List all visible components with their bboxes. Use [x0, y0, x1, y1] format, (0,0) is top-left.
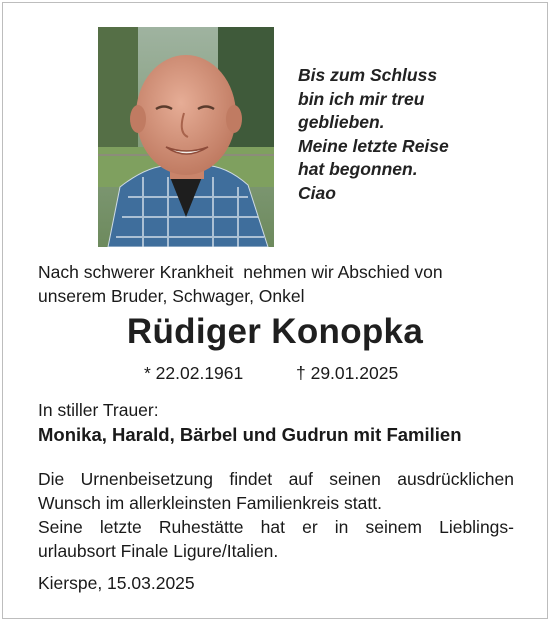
- mourners: Monika, Harald, Bärbel und Gudrun mit Familien: [38, 424, 462, 445]
- intro-line: unserem Bruder, Schwager, Onkel: [38, 286, 305, 306]
- burial-notice: [38, 467, 514, 563]
- notice-line: Wunsch im allerkleinsten Familienkreis statt.: [38, 493, 382, 513]
- poem-line: hat begonnen.: [298, 159, 418, 179]
- mourning-label: In stiller Trauer:: [38, 400, 159, 420]
- place-date: Kierspe, 15.03.2025: [38, 573, 195, 593]
- intro-text: [38, 260, 518, 308]
- portrait-photo: [98, 27, 274, 247]
- poem-line: Meine letzte Reise: [298, 135, 449, 156]
- poem-line: Ciao: [298, 182, 336, 203]
- poem-line: bin ich mir treu: [298, 88, 425, 109]
- intro-line: Nach schwerer Krankheit nehmen wir Abschied von: [38, 262, 443, 282]
- notice-line: Seine letzte Ruhestätte hat er in seinem Lieblings-: [38, 517, 514, 537]
- deceased-name: Rüdiger Konopka: [126, 312, 424, 351]
- poem-line: geblieben.: [298, 112, 385, 132]
- notice-line: urlaubsort Finale Ligure/Italien.: [38, 541, 279, 561]
- poem: [298, 64, 518, 205]
- death-date: † 29.01.2025: [296, 363, 399, 383]
- poem-line: Bis zum Schluss: [298, 65, 438, 85]
- birth-date: * 22.02.1961: [144, 363, 244, 383]
- notice-line: Die Urnenbeisetzung findet auf seinen ausdrücklichen: [38, 469, 514, 489]
